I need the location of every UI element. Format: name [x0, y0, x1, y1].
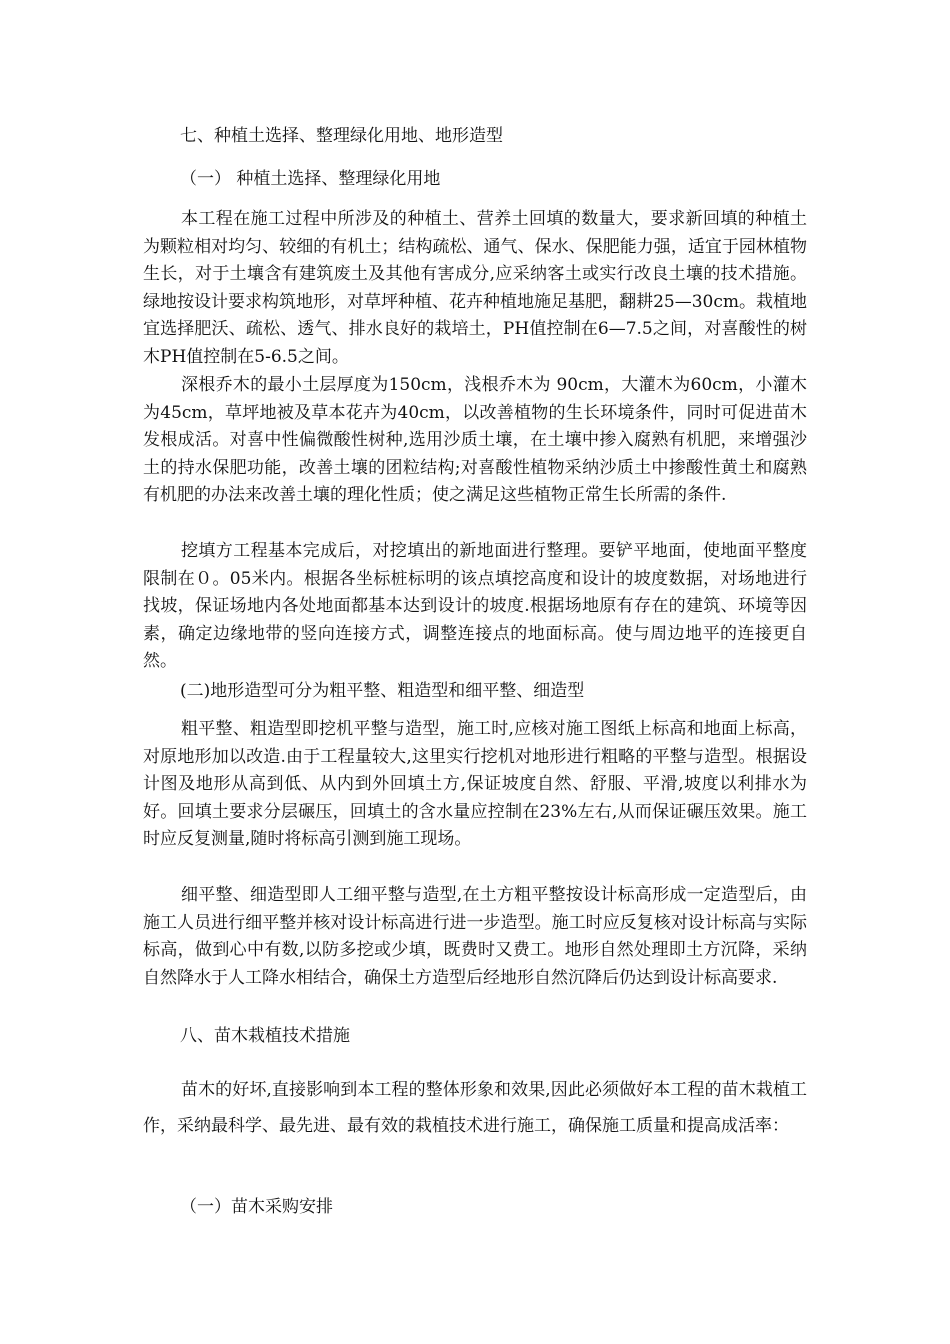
- paragraph-site-grading: 挖填方工程基本完成后，对挖填出的新地面进行整理。要铲平地面，使地面平整度限制在０。05米内。根据各坐标桩标明的该点填挖高度和设计的坡度数据，对场地进行找坡，保证场地内各处地面都基本达到设计的坡度.根据场地原有存在的建筑、环境等因素，确定边缘地带的竖向连接方式，调整连接点的地面标高。使与周边地平的连接更自然。: [143, 541, 807, 672]
- section-7-heading: 七、种植土选择、整理绿化用地、地形造型: [180, 126, 503, 146]
- paragraph-planting-soil: 本工程在施工过程中所涉及的种植土、营养土回填的数量大，要求新回填的种植土为颗粒相对均匀、较细的有机土；结构疏松、通气、保水、保肥能力强，适宜于园林植物生长，对于土壤含有建筑废土及其他有害成分,应采纳客土或实行改良土壤的技术措施。绿地按设计要求构筑地形，对草坪种植、花卉种植地施足基肥，翻耕25—30cm。栽植地宜选择肥沃、疏松、透气、排水良好的栽培土，PH值控制在6—7.5之间，对喜酸性的树木PH值控制在5-6.5之间。: [143, 209, 807, 367]
- paragraph-soil-depth: 深根乔木的最小土层厚度为150cm，浅根乔木为 90cm，大灌木为60cm，小灌木为45cm，草坪地被及草本花卉为40cm，以改善植物的生长环境条件，同时可促进苗木发根成活。对喜中性偏微酸性树种,选用沙质土壤，在土壤中掺入腐熟有机肥，来增强沙土的持水保肥功能，改善土壤的团粒结构;对喜酸性植物采纳沙质土中掺酸性黄土和腐熟有机肥的办法来改善土壤的理化性质；使之满足这些植物正常生长所需的条件.: [143, 375, 807, 506]
- paragraph-fine-grading: 细平整、细造型即人工细平整与造型,在土方粗平整按设计标高形成一定造型后，由施工人员进行细平整并核对设计标高进行进一步造型。施工时应反复核对设计标高与实际标高，做到心中有数,以防多挖或少填，既费时又费工。地形自然处理即土方沉降，采纳自然降水于人工降水相结合，确保土方造型后经地形自然沉降后仍达到设计标高要求.: [143, 885, 807, 988]
- section-7-1-heading: （一） 种植土选择、整理绿化用地: [180, 169, 441, 189]
- section-8-heading: 八、苗木栽植技术措施: [180, 1026, 350, 1046]
- section-8-1-heading: （一）苗木采购安排: [180, 1197, 333, 1217]
- section-7-2-heading: (二)地形造型可分为粗平整、粗造型和细平整、细造型: [180, 681, 585, 701]
- paragraph-seedling-planting: 苗木的好坏,直接影响到本工程的整体形象和效果,因此必须做好本工程的苗木栽植工作，采纳最科学、最先进、最有效的栽植技术进行施工，确保施工质量和提高成活率：: [143, 1080, 807, 1136]
- paragraph-rough-grading: 粗平整、粗造型即挖机平整与造型，施工时,应核对施工图纸上标高和地面上标高，对原地形加以改造.由于工程量较大,这里实行挖机对地形进行粗略的平整与造型。根据设计图及地形从高到低、从内到外回填土方,保证坡度自然、舒服、平滑,坡度以利排水为好。回填土要求分层碾压，回填土的含水量应控制在23%左右,从而保证碾压效果。施工时应反复测量,随时将标高引测到施工现场。: [143, 719, 807, 850]
